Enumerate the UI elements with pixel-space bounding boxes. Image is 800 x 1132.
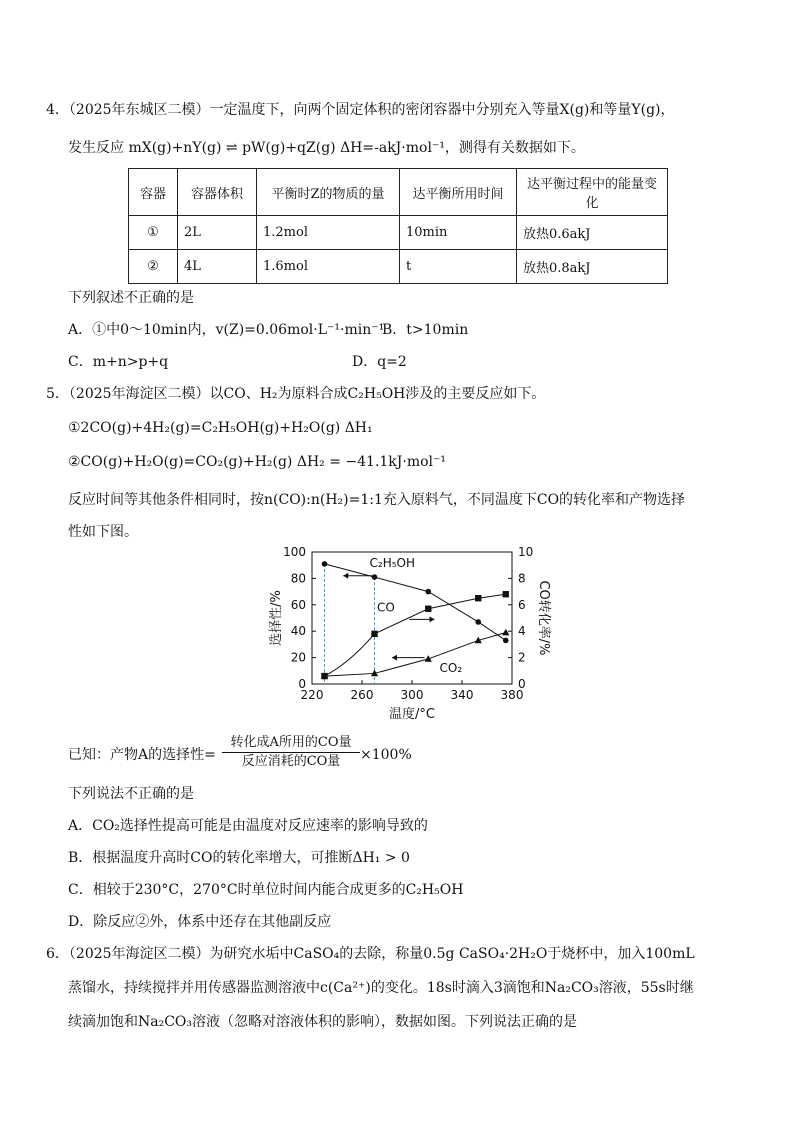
- series-arrow-co-head: [430, 616, 435, 622]
- x-tick-label: 260: [350, 688, 374, 702]
- series-label-co2: CO₂: [439, 661, 463, 676]
- q5-reaction-1: ①2CO(g)+4H₂(g)=C₂H₅OH(g)+H₂O(g) ΔH₁: [68, 420, 373, 436]
- q5-condition-line2: 性如下图。: [68, 524, 138, 540]
- y-left-axis-label: 选择性/%: [269, 590, 284, 646]
- x-tick-label: 380: [500, 688, 524, 702]
- table-header: 平衡时Z的物质的量: [257, 169, 400, 216]
- fraction-denominator: 反应消耗的CO量: [241, 754, 341, 769]
- y-right-tick-label: 0: [518, 677, 526, 691]
- y-right-axis-label: CO转化率/%: [536, 580, 551, 656]
- series-label-co: CO: [377, 600, 395, 615]
- table-cell: 1.2mol: [257, 216, 400, 250]
- q5-fraction-tail: ×100%: [360, 747, 412, 763]
- table-cell: 4L: [178, 250, 257, 284]
- table-cell: 10min: [400, 216, 517, 250]
- y-right-tick-label: 8: [518, 571, 526, 586]
- y-right-tick-label: 2: [518, 650, 526, 665]
- y-left-tick-label: 100: [283, 545, 306, 559]
- table-cell: 2L: [178, 216, 257, 250]
- q4-data-table: [128, 168, 668, 284]
- x-axis-label: 温度/°C: [389, 707, 435, 722]
- x-tick-label: 220: [300, 688, 324, 702]
- y-left-tick-label: 0: [298, 677, 306, 691]
- point-triangle: [502, 629, 509, 636]
- q6-stem-line1: 6．（2025年海淀区二模）为研究水垢中CaSO₄的去除，称量0.5g CaSO₄·2H₂O于烧杯中，加入100mL: [46, 946, 695, 962]
- series-arrow-co2-head: [392, 655, 397, 661]
- table-cell: 放热0.8akJ: [517, 250, 668, 284]
- q5-chart: [262, 544, 562, 728]
- y-right-tick-label: 10: [518, 545, 534, 559]
- q5-option-a: A．CO₂选择性提高可能是由温度对反应速率的影响导致的: [68, 818, 428, 834]
- q4-option-c: C．m+n>p+q: [68, 354, 169, 370]
- table-header: 达平衡所用时间: [400, 169, 517, 216]
- q5-prompt: 下列说法不正确的是: [68, 786, 194, 802]
- y-right-tick-label: 6: [518, 597, 526, 612]
- point-circle: [372, 574, 378, 580]
- q5-stem-line1: 5．（2025年海淀区二模）以CO、H₂为原料合成C₂H₅OH涉及的主要反应如下。: [46, 386, 546, 402]
- table-row: [129, 216, 668, 250]
- q4-option-d: D．q=2: [352, 354, 407, 370]
- q5-option-b: B．根据温度升高时CO的转化率增大，可推断ΔH₁ > 0: [68, 850, 410, 866]
- q5-reaction-2: ②CO(g)+H₂O(g)=CO₂(g)+H₂(g) ΔH₂ = −41.1kJ·mol⁻¹: [68, 454, 447, 470]
- q4-prompt: 下列叙述不正确的是: [68, 290, 194, 306]
- q5-option-c: C．相较于230°C，270°C时单位时间内能合成更多的C₂H₅OH: [68, 882, 464, 898]
- series-arrow-ethanol-head: [343, 573, 348, 579]
- point-circle: [475, 619, 481, 625]
- y-left-tick-label: 60: [290, 597, 306, 612]
- q6-stem-line3: 续滴加饱和Na₂CO₃溶液（忽略对溶液体积的影响），数据如图。下列说法正确的是: [68, 1014, 578, 1030]
- point-square: [503, 591, 509, 597]
- table-header: 容器体积: [178, 169, 257, 216]
- table-cell: ②: [129, 250, 178, 284]
- x-tick-label: 300: [400, 688, 424, 702]
- table-cell: 放热0.6akJ: [517, 216, 668, 250]
- q4-option-b: B．t>10min: [382, 322, 469, 338]
- y-right-tick-label: 4: [518, 624, 526, 639]
- table-header: 容器: [129, 169, 178, 216]
- q4-stem-line2: 发生反应 mX(g)+nY(g) ⇌ pW(g)+qZ(g) ΔH=-akJ·mol⁻¹，测得有关数据如下。: [68, 140, 585, 156]
- q6-stem-line2: 蒸馏水，持续搅拌并用传感器监测溶液中c(Ca²⁺)的变化。18s时滴入3滴饱和Na₂CO₃溶液，55s时继: [68, 980, 694, 996]
- q5-option-d: D．除反应②外，体系中还存在其他副反应: [68, 914, 332, 930]
- point-circle: [503, 638, 509, 644]
- table-cell: 1.6mol: [257, 250, 400, 284]
- point-circle: [425, 589, 431, 595]
- q5-condition-line1: 反应时间等其他条件相同时，按n(CO):n(H₂)=1:1充入原料气，不同温度下CO的转化率和产物选择: [68, 492, 686, 508]
- point-square: [475, 595, 481, 601]
- q5-known-prefix: 已知：产物A的选择性=: [68, 747, 216, 763]
- table-cell: t: [400, 250, 517, 284]
- series-line-square: [325, 594, 506, 676]
- fraction-numerator: 转化成A所用的CO量: [230, 735, 352, 750]
- x-tick-label: 340: [450, 688, 474, 702]
- plot-frame: [312, 552, 512, 684]
- point-circle: [322, 561, 328, 567]
- point-square: [371, 631, 377, 637]
- table-cell: ①: [129, 216, 178, 250]
- table-row: [129, 250, 668, 284]
- series-label-ethanol: C₂H₅OH: [369, 555, 415, 570]
- y-left-tick-label: 40: [290, 624, 306, 639]
- point-square: [425, 606, 431, 612]
- y-left-tick-label: 80: [290, 571, 306, 586]
- q4-option-a: A．①中0～10min内，v(Z)=0.06mol·L⁻¹·min⁻¹: [68, 322, 385, 338]
- y-left-tick-label: 20: [290, 650, 306, 665]
- q4-stem-line1: 4．（2025年东城区二模）一定温度下，向两个固定体积的密闭容器中分别充入等量X(g)和等量Y(g)，: [46, 102, 675, 118]
- q5-selectivity-fraction: [222, 734, 360, 771]
- table-header: 达平衡过程中的能量变化: [517, 169, 668, 216]
